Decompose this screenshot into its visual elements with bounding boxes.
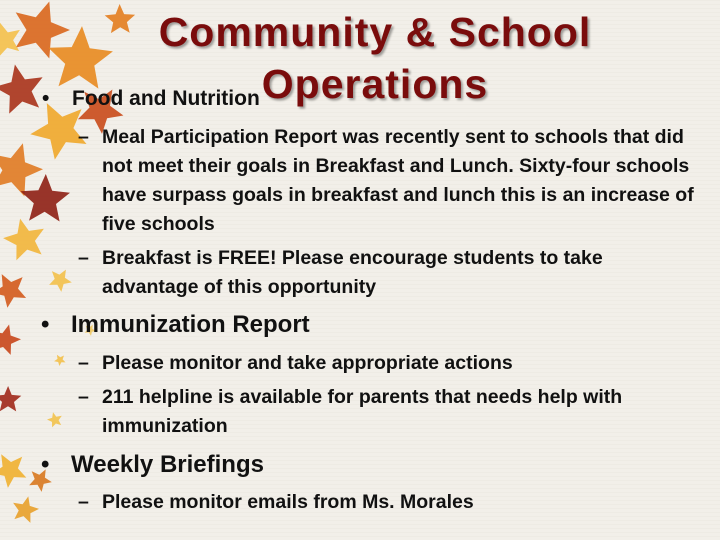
leaf-icon	[0, 386, 21, 411]
dash-icon: –	[78, 126, 89, 148]
sub-item	[78, 383, 702, 441]
leaf-icon	[0, 23, 20, 57]
dash-icon: –	[78, 386, 89, 408]
sub-item-text: Please monitor and take appropriate actions	[102, 352, 513, 374]
bullet-heading: Food and Nutrition	[72, 87, 260, 110]
dash-icon: –	[78, 491, 89, 513]
bullet-icon: •	[41, 451, 50, 478]
leaf-icon	[47, 412, 62, 427]
sub-item-text: Please monitor emails from Ms. Morales	[102, 491, 474, 513]
leaf-icon	[0, 65, 43, 114]
sub-item-text: 211 helpline is available for parents that needs help with immunization	[102, 386, 623, 437]
bullet-weekly-briefings	[41, 451, 264, 479]
leaf-icon	[13, 496, 39, 523]
leaf-icon	[48, 26, 113, 89]
bullet-immunization	[41, 311, 310, 339]
sub-item	[78, 244, 702, 302]
sub-item-text: Breakfast is FREE! Please encourage students to take advantage of this opportunity	[102, 247, 603, 298]
bullet-icon: •	[42, 87, 50, 110]
sub-item	[78, 123, 702, 239]
sub-item	[78, 488, 702, 517]
leaf-icon	[49, 270, 72, 292]
bullet-icon: •	[41, 311, 50, 338]
leaf-icon	[0, 325, 21, 355]
sub-item	[78, 349, 702, 378]
bullet-heading: Weekly Briefings	[71, 451, 264, 478]
bullet-food-nutrition	[42, 87, 260, 111]
leaf-icon	[0, 143, 43, 196]
leaf-icon	[54, 355, 65, 366]
leaf-icon	[0, 454, 26, 488]
bullet-heading: Immunization Report	[71, 311, 310, 338]
slide-title-line2: Operations	[261, 61, 489, 107]
sub-item-text: Meal Participation Report was recently sent to schools that did not meet their goals in Breakfast and Lunch. Sixty-four schools have surpass goals in breakfast and lunch this is an increase of five schools	[102, 126, 694, 235]
dash-icon: –	[78, 247, 89, 269]
leaf-icon	[3, 219, 44, 261]
leaf-icon	[0, 274, 26, 308]
dash-icon: –	[78, 352, 89, 374]
slide-title-line1: Community & School	[158, 9, 592, 55]
leaf-icon	[21, 174, 71, 222]
